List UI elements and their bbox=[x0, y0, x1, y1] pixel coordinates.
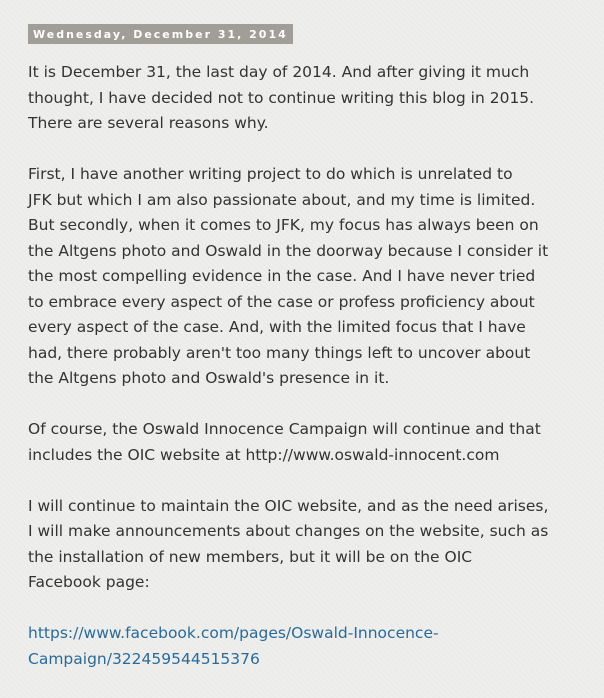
paragraph-intro bbox=[28, 60, 598, 137]
text-line: But secondly, when it comes to JFK, my focus has always been on bbox=[28, 216, 539, 234]
post-body bbox=[28, 60, 598, 698]
paragraph-reasons bbox=[28, 162, 598, 392]
text-line: I will continue to maintain the OIC website, and as the need arises, bbox=[28, 496, 549, 515]
text-line: includes the OIC website at bbox=[28, 445, 246, 464]
text-line: the Altgens photo and Oswald in the doorway because I consider it bbox=[28, 241, 549, 260]
paragraph-maintain bbox=[28, 494, 598, 596]
text-line: It is December 31, the last day of 2014. And after giving it much bbox=[28, 63, 530, 81]
link-line: Campaign/322459544515376 bbox=[28, 649, 260, 668]
text-line: I will make announcements about changes on the website, such as bbox=[28, 522, 549, 540]
text-line: every aspect of the case. And, with the limited focus that I have bbox=[28, 318, 526, 336]
text-line: JFK but which I am also passionate about, and my time is limited. bbox=[28, 190, 536, 209]
text-line: had, there probably aren't too many things left to uncover about bbox=[28, 343, 531, 362]
text-line: the most compelling evidence in the case. And I have never tried bbox=[28, 267, 536, 285]
text-line: Of course, the Oswald Innocence Campaign will continue and that bbox=[28, 420, 541, 438]
text-line: Facebook page: bbox=[28, 573, 150, 591]
paragraph-campaign bbox=[28, 417, 598, 468]
link-line: https://www.facebook.com/pages/Oswald-Innocence- bbox=[28, 624, 439, 642]
text-line: First, I have another writing project to do which is unrelated to bbox=[28, 165, 513, 183]
facebook-link-paragraph bbox=[28, 621, 598, 672]
text-line: There are several reasons why. bbox=[28, 114, 269, 132]
date-header: Wednesday, December 31, 2014 bbox=[28, 24, 293, 44]
facebook-page-link[interactable] bbox=[28, 624, 439, 668]
text-line: to embrace every aspect of the case or profess proficiency about bbox=[28, 292, 535, 311]
text-line: thought, I have decided not to continue writing this blog in 2015. bbox=[28, 88, 535, 107]
text-line: the Altgens photo and Oswald's presence in it. bbox=[28, 369, 390, 387]
oic-website-url: http://www.oswald-innocent.com bbox=[245, 445, 500, 464]
text-line: the installation of new members, but it will be on the OIC bbox=[28, 547, 473, 566]
